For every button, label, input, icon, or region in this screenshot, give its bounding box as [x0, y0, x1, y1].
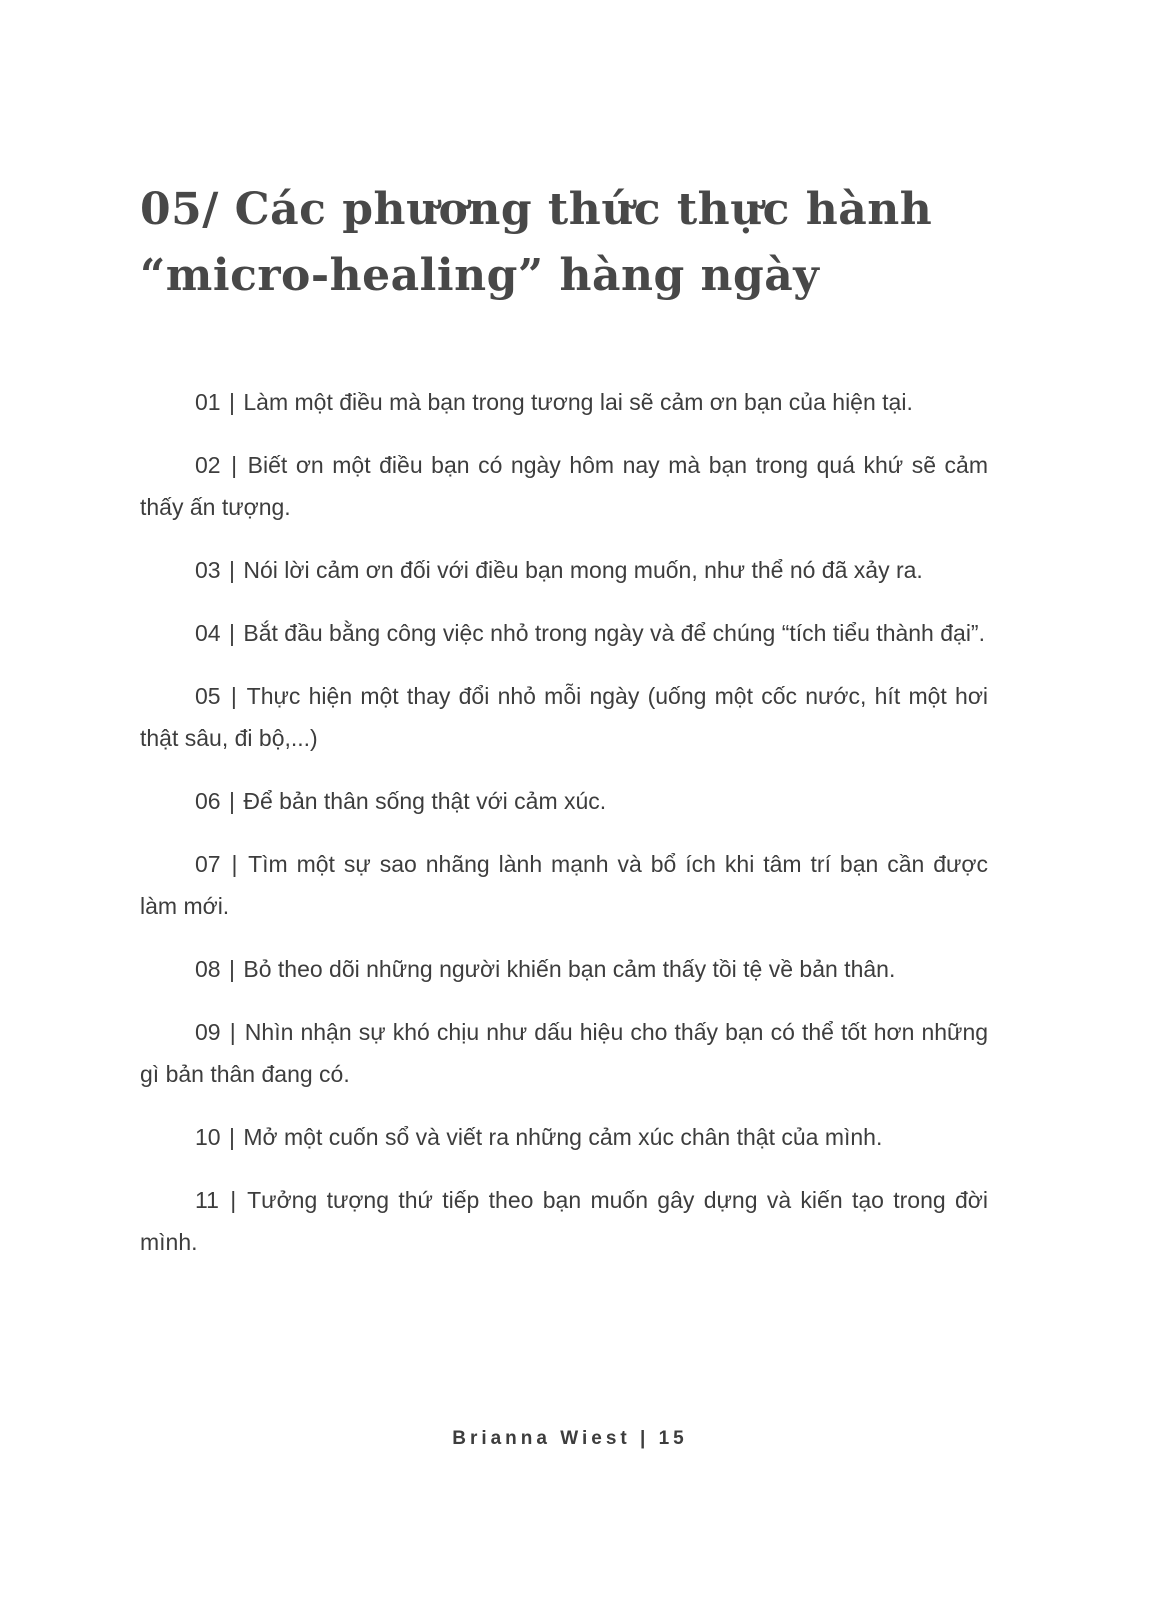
item-divider: |: [228, 557, 235, 584]
item-text: Mở một cuốn sổ và viết ra những cảm xúc chân thật của mình.: [243, 1124, 883, 1151]
item-number: 05: [195, 683, 221, 710]
chapter-title-line-1: 05/ Các phương thức thực hành: [140, 184, 933, 236]
list-item: [140, 381, 988, 423]
item-divider: |: [230, 683, 237, 710]
item-divider: |: [230, 1187, 237, 1214]
item-divider: |: [231, 452, 238, 479]
item-text: Nói lời cảm ơn đối với điều bạn mong muốn, như thể nó đã xảy ra.: [243, 557, 923, 584]
page-footer: Brianna Wiest | 15: [452, 1428, 688, 1449]
item-number: 04: [195, 620, 221, 647]
list-item: [140, 1116, 988, 1158]
item-divider: |: [228, 788, 235, 815]
item-divider: |: [228, 1124, 235, 1151]
list-item: [140, 549, 988, 591]
item-text: Bắt đầu bằng công việc nhỏ trong ngày và để chúng “tích tiểu thành đại”.: [243, 620, 985, 647]
item-number: 06: [195, 788, 221, 815]
list-item: [140, 780, 988, 822]
list-item: [140, 1011, 988, 1095]
item-text: Thực hiện một thay đổi nhỏ mỗi ngày (uống một cốc nước, hít một hơi thật sâu, đi bộ,...): [140, 683, 989, 752]
chapter-title: [140, 177, 986, 309]
item-divider: |: [228, 956, 235, 983]
item-number: 03: [195, 557, 221, 584]
item-divider: |: [229, 1019, 236, 1046]
item-number: 08: [195, 956, 221, 983]
practice-list: [140, 381, 988, 1263]
item-divider: |: [228, 389, 235, 416]
item-text: Nhìn nhận sự khó chịu như dấu hiệu cho thấy bạn có thể tốt hơn những gì bản thân đang có.: [140, 1019, 989, 1088]
list-item: [140, 948, 988, 990]
list-item: [140, 843, 988, 927]
item-text: Làm một điều mà bạn trong tương lai sẽ cảm ơn bạn của hiện tại.: [243, 389, 913, 416]
item-number: 01: [195, 389, 221, 416]
item-divider: |: [231, 851, 238, 878]
item-number: 07: [195, 851, 221, 878]
item-number: 02: [195, 452, 221, 479]
item-text: Tìm một sự sao nhãng lành mạnh và bổ ích khi tâm trí bạn cần được làm mới.: [140, 851, 989, 920]
list-item: [140, 444, 988, 528]
item-number: 09: [195, 1019, 221, 1046]
item-text: Để bản thân sống thật với cảm xúc.: [243, 788, 607, 815]
item-divider: |: [228, 620, 235, 647]
item-number: 11: [195, 1187, 219, 1214]
list-item: [140, 1179, 988, 1263]
item-text: Bỏ theo dõi những người khiến bạn cảm thấy tồi tệ về bản thân.: [243, 956, 896, 983]
item-text: Biết ơn một điều bạn có ngày hôm nay mà bạn trong quá khứ sẽ cảm thấy ấn tượng.: [140, 452, 989, 521]
chapter-title-line-2: “micro-healing” hàng ngày: [140, 250, 820, 302]
list-item: [140, 612, 988, 654]
item-text: Tưởng tượng thứ tiếp theo bạn muốn gây dựng và kiến tạo trong đời mình.: [140, 1187, 988, 1256]
item-number: 10: [195, 1124, 221, 1151]
list-item: [140, 675, 988, 759]
